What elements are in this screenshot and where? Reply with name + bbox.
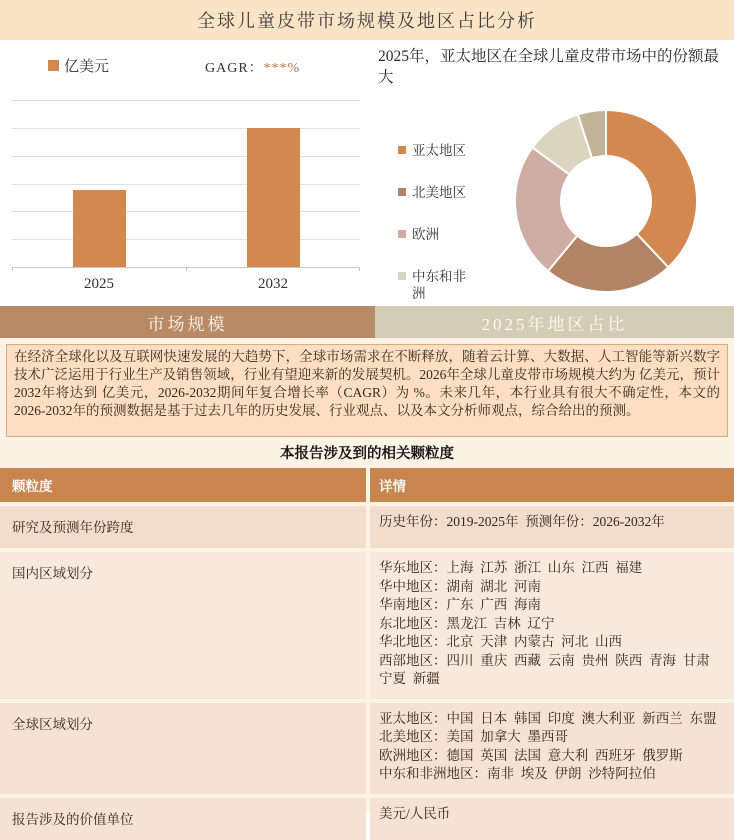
x-axis-tick [359,267,360,271]
detail-line: 华东地区：上海 江苏 浙江 山东 江西 福建 [379,560,643,575]
detail-line: 西部地区：四川 重庆 西藏 云南 贵州 陕西 青海 甘肃 宁夏 新疆 [379,652,717,686]
intro-paragraph: 在经济全球化以及互联网快速发展的大趋势下，全球市场需求在不断释放，随着云计算、大数据、人工智能等新兴数字技术广泛运用于行业生产及销售领域，行业有望迎来新的发展契机。2026年全球儿童皮带市场规模大约为 亿美元，预计2032年将达到 亿美元，2026-2032期间年复合增长率（CAGR）为 %。未来几年，本行业具有很大不确定性，本文的2026-2032年的预测数据是基于过去几年的历史发展、行业观点、以及本文分析师观点，综合给出的预测。 [6,344,728,437]
granularity-row-label: 报告涉及的价值单位 [0,798,366,840]
bar-2032 [247,128,300,267]
granularity-row-label: 研究及预测年份跨度 [0,506,366,548]
detail-line: 欧洲地区：德国 英国 法国 意大利 西班牙 俄罗斯 [379,747,683,763]
bar-2025 [73,190,126,267]
granularity-title: 本报告涉及到的相关颗粒度 [280,446,454,462]
donut-title: 2025年，亚太地区在全球儿童皮带市场中的份额最大 [378,48,720,86]
x-axis-tick [12,267,13,271]
detail-line: 东北地区：黑龙江 吉林 辽宁 [379,615,555,631]
charts-section [0,40,734,306]
detail-line: 华南地区：广东 广西 海南 [379,597,541,612]
granularity-row-label: 国内区域划分 [0,552,366,699]
bar-legend-label: 亿美元 [64,59,110,75]
tab-region-share[interactable]: 2025年地区占比 [375,306,734,338]
donut-legend-marker-icon [398,230,406,238]
donut-legend-label: 北美地区 [412,185,466,200]
granularity-table [0,468,734,840]
tab-market-size[interactable]: 市场规模 [0,306,375,338]
detail-line: 华中地区：湖南 湖北 河南 [379,578,541,594]
donut-legend-marker-icon [398,188,406,196]
report-body [0,338,734,827]
gridline [12,211,360,212]
donut-legend-label: 亚太地区 [412,143,466,158]
cagr-value: ***% [263,61,301,76]
detail-line: 美元/人民币 [379,805,451,821]
donut-legend-label: 中东和非洲 [412,269,466,301]
gridline [12,156,360,157]
donut-legend-item [398,268,472,302]
granularity-col-header-details: 详情 [370,468,734,502]
granularity-row-label: 全球区域划分 [0,703,366,794]
donut-legend [398,142,472,327]
detail-line: 历史年份：2019-2025年 预测年份：2026-2032年 [379,514,665,529]
gridline [12,100,360,101]
page-title: 全球儿童皮带市场规模及地区占比分析 [0,0,734,40]
x-axis-label: 2025 [84,276,114,292]
detail-line: 北美地区：美国 加拿大 墨西哥 [379,729,568,744]
donut-chart-panel [368,40,734,306]
donut-legend-label: 欧洲 [412,227,439,242]
bar-legend [48,55,109,76]
detail-line: 中东和非洲地区：南非 埃及 伊朗 沙特阿拉伯 [379,766,656,781]
donut-chart [510,105,702,297]
granularity-col-header-label: 颗粒度 [0,468,366,502]
detail-line: 华北地区：北京 天津 内蒙古 河北 山西 [379,634,622,649]
gridline [12,128,360,129]
bar-legend-marker-icon [48,60,59,71]
donut-legend-marker-icon [398,272,406,280]
cagr-label [205,57,300,77]
gridline [12,184,360,185]
bar-plot-area [12,100,360,292]
donut-legend-item [398,226,472,243]
granularity-row-details [370,552,734,699]
granularity-row-details [370,798,734,840]
donut-legend-item [398,142,472,159]
section-tabs [0,306,734,338]
granularity-row-details [370,703,734,794]
donut-legend-marker-icon [398,146,406,154]
donut-legend-item [398,184,472,201]
bar-chart-panel [0,40,368,306]
detail-line: 亚太地区：中国 日本 韩国 印度 澳大利亚 新西兰 东盟 [379,710,717,726]
cagr-prefix: GAGR： [205,61,264,76]
x-axis-tick [186,267,187,271]
gridline [12,239,360,240]
granularity-row-details [370,506,734,548]
x-axis-label: 2032 [258,276,288,292]
